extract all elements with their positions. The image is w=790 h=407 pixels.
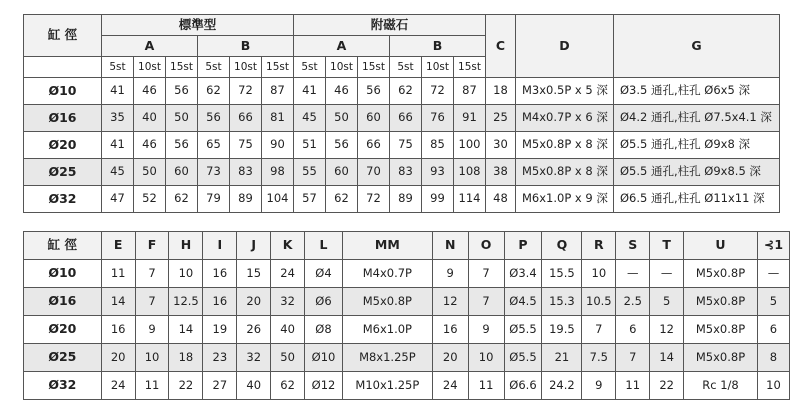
value-cell: 12 — [650, 316, 684, 344]
column-header: O — [468, 232, 504, 260]
table-header-row — [24, 232, 790, 260]
value-cell: 19 — [203, 316, 237, 344]
std-value-cell: 89 — [230, 186, 262, 213]
value-cell: 24 — [101, 372, 135, 400]
bore-cell: Ø10 — [24, 78, 102, 105]
dimension-table-1 — [23, 14, 780, 213]
value-cell: Ø12 — [305, 372, 343, 400]
stroke-label: 15st — [358, 57, 390, 78]
stroke-label: 10st — [422, 57, 454, 78]
value-cell: 9 — [582, 372, 616, 400]
c-value-cell: 18 — [486, 78, 516, 105]
col-c-header: C — [486, 15, 516, 78]
value-cell: 40 — [271, 316, 305, 344]
value-cell: 15.5 — [542, 260, 582, 288]
value-cell: M6x1.0P — [342, 316, 432, 344]
mag-value-cell: 55 — [294, 159, 326, 186]
g-value-cell: Ø6.5 通孔,柱孔 Ø11x11 深 — [614, 186, 780, 213]
mag-value-cell: 87 — [454, 78, 486, 105]
value-cell: Ø3.4 — [504, 260, 542, 288]
value-cell: 7 — [135, 260, 169, 288]
value-cell: 24 — [432, 372, 468, 400]
bore-cell: Ø20 — [24, 316, 102, 344]
mag-value-cell: 45 — [294, 105, 326, 132]
value-cell: 20 — [101, 344, 135, 372]
value-cell: 7.5 — [582, 344, 616, 372]
value-cell: 9 — [432, 260, 468, 288]
value-cell: — — [650, 260, 684, 288]
value-cell: 22 — [650, 372, 684, 400]
c-value-cell: 30 — [486, 132, 516, 159]
d-value-cell: M5x0.8P x 8 深 — [516, 159, 614, 186]
value-cell: 22 — [169, 372, 203, 400]
value-cell: M8x1.25P — [342, 344, 432, 372]
mag-value-cell: 66 — [358, 132, 390, 159]
value-cell: 7 — [616, 344, 650, 372]
mag-value-cell: 108 — [454, 159, 486, 186]
mag-value-cell: 51 — [294, 132, 326, 159]
mag-value-cell: 56 — [358, 78, 390, 105]
bore-cell: Ø32 — [24, 372, 102, 400]
value-cell: 7 — [135, 288, 169, 316]
value-cell: 10 — [135, 344, 169, 372]
column-header: J — [237, 232, 271, 260]
value-cell: Ø10 — [305, 344, 343, 372]
bore-cell: Ø32 — [24, 186, 102, 213]
bore-cell: Ø16 — [24, 105, 102, 132]
value-cell: Ø4 — [305, 260, 343, 288]
column-header: E — [101, 232, 135, 260]
bore-cell: Ø25 — [24, 159, 102, 186]
mag-value-cell: 72 — [358, 186, 390, 213]
value-cell: 10 — [582, 260, 616, 288]
table-row — [24, 316, 790, 344]
std-value-cell: 83 — [230, 159, 262, 186]
std-value-cell: 46 — [134, 78, 166, 105]
value-cell: 11 — [101, 260, 135, 288]
column-header: ⊰1 — [757, 232, 789, 260]
c-value-cell: 48 — [486, 186, 516, 213]
value-cell: 10 — [169, 260, 203, 288]
std-value-cell: 62 — [198, 78, 230, 105]
bore-cell: Ø25 — [24, 344, 102, 372]
std-value-cell: 46 — [134, 132, 166, 159]
mag-value-cell: 85 — [422, 132, 454, 159]
std-value-cell: 56 — [166, 78, 198, 105]
value-cell: 32 — [271, 288, 305, 316]
std-value-cell: 50 — [166, 105, 198, 132]
std-value-cell: 90 — [262, 132, 294, 159]
value-cell: 24 — [271, 260, 305, 288]
d-value-cell: M4x0.7P x 6 深 — [516, 105, 614, 132]
std-value-cell: 52 — [134, 186, 166, 213]
standard-type-header: 標準型 — [102, 15, 294, 36]
value-cell: 11 — [468, 372, 504, 400]
bore-cell: Ø20 — [24, 132, 102, 159]
value-cell: Ø6 — [305, 288, 343, 316]
std-value-cell: 50 — [134, 159, 166, 186]
std-col-b-header: B — [198, 36, 294, 57]
g-value-cell: Ø3.5 通孔,柱孔 Ø6x5 深 — [614, 78, 780, 105]
value-cell: 40 — [237, 372, 271, 400]
stroke-label: 5st — [390, 57, 422, 78]
mag-value-cell: 60 — [326, 159, 358, 186]
std-value-cell: 75 — [230, 132, 262, 159]
value-cell: 15 — [237, 260, 271, 288]
value-cell: 9 — [468, 316, 504, 344]
std-value-cell: 45 — [102, 159, 134, 186]
value-cell: 7 — [468, 288, 504, 316]
table-row — [24, 372, 790, 400]
value-cell: 12 — [432, 288, 468, 316]
std-value-cell: 104 — [262, 186, 294, 213]
value-cell: M5x0.8P — [684, 260, 758, 288]
col-g-header: G — [614, 15, 780, 78]
column-header: R — [582, 232, 616, 260]
value-cell: 14 — [101, 288, 135, 316]
stroke-label: 15st — [454, 57, 486, 78]
column-header: L — [305, 232, 343, 260]
value-cell: 26 — [237, 316, 271, 344]
value-cell: 5 — [757, 288, 789, 316]
table-row — [24, 132, 780, 159]
mag-value-cell: 114 — [454, 186, 486, 213]
d-value-cell: M5x0.8P x 8 深 — [516, 132, 614, 159]
value-cell: 16 — [432, 316, 468, 344]
value-cell: 19.5 — [542, 316, 582, 344]
mag-value-cell: 93 — [422, 159, 454, 186]
mag-value-cell: 50 — [326, 105, 358, 132]
g-value-cell: Ø5.5 通孔,柱孔 Ø9x8 深 — [614, 132, 780, 159]
column-header: S — [616, 232, 650, 260]
value-cell: Rc 1/8 — [684, 372, 758, 400]
mag-col-a-header: A — [294, 36, 390, 57]
value-cell: 10.5 — [582, 288, 616, 316]
stroke-label: 10st — [326, 57, 358, 78]
mag-value-cell: 57 — [294, 186, 326, 213]
mag-value-cell: 60 — [358, 105, 390, 132]
value-cell: 7 — [468, 260, 504, 288]
value-cell: 16 — [203, 288, 237, 316]
mag-value-cell: 62 — [326, 186, 358, 213]
std-value-cell: 41 — [102, 78, 134, 105]
stroke-label: 10st — [134, 57, 166, 78]
std-value-cell: 98 — [262, 159, 294, 186]
value-cell: 5 — [650, 288, 684, 316]
value-cell: 20 — [432, 344, 468, 372]
value-cell: 9 — [135, 316, 169, 344]
column-header: MM — [342, 232, 432, 260]
value-cell: 8 — [757, 344, 789, 372]
column-header: H — [169, 232, 203, 260]
stroke-label: 5st — [294, 57, 326, 78]
magnet-type-header: 附磁石 — [294, 15, 486, 36]
mag-value-cell: 99 — [422, 186, 454, 213]
std-value-cell: 47 — [102, 186, 134, 213]
mag-value-cell: 100 — [454, 132, 486, 159]
std-value-cell: 60 — [166, 159, 198, 186]
column-header: Q — [542, 232, 582, 260]
std-value-cell: 56 — [166, 132, 198, 159]
bore-cell: Ø10 — [24, 260, 102, 288]
value-cell: 21 — [542, 344, 582, 372]
value-cell: M10x1.25P — [342, 372, 432, 400]
value-cell: — — [616, 260, 650, 288]
std-value-cell: 65 — [198, 132, 230, 159]
value-cell: 18 — [169, 344, 203, 372]
value-cell: 7 — [582, 316, 616, 344]
value-cell: M5x0.8P — [342, 288, 432, 316]
column-header: P — [504, 232, 542, 260]
dimension-table-2 — [23, 231, 790, 400]
value-cell: M5x0.8P — [684, 316, 758, 344]
table-row — [24, 105, 780, 132]
std-value-cell: 41 — [102, 132, 134, 159]
mag-value-cell: 56 — [326, 132, 358, 159]
value-cell: 62 — [271, 372, 305, 400]
column-header: U — [684, 232, 758, 260]
column-header: F — [135, 232, 169, 260]
mag-value-cell: 66 — [390, 105, 422, 132]
std-value-cell: 81 — [262, 105, 294, 132]
value-cell: 14 — [169, 316, 203, 344]
mag-col-b-header: B — [390, 36, 486, 57]
value-cell: 2.5 — [616, 288, 650, 316]
table-row — [24, 78, 780, 105]
mag-value-cell: 70 — [358, 159, 390, 186]
value-cell: Ø5.5 — [504, 344, 542, 372]
value-cell: 6 — [757, 316, 789, 344]
value-cell: 11 — [616, 372, 650, 400]
table-row — [24, 288, 790, 316]
mag-value-cell: 46 — [326, 78, 358, 105]
mag-value-cell: 83 — [390, 159, 422, 186]
std-value-cell: 72 — [230, 78, 262, 105]
std-value-cell: 40 — [134, 105, 166, 132]
mag-value-cell: 89 — [390, 186, 422, 213]
mag-value-cell: 75 — [390, 132, 422, 159]
std-col-a-header: A — [102, 36, 198, 57]
c-value-cell: 38 — [486, 159, 516, 186]
table-row — [24, 186, 780, 213]
d-value-cell: M6x1.0P x 9 深 — [516, 186, 614, 213]
std-value-cell: 73 — [198, 159, 230, 186]
bore-sub-empty — [24, 57, 102, 78]
value-cell: 16 — [101, 316, 135, 344]
value-cell: 32 — [237, 344, 271, 372]
bore-header: 缸 徑 — [24, 15, 102, 57]
value-cell: 50 — [271, 344, 305, 372]
stroke-label: 15st — [166, 57, 198, 78]
value-cell: Ø5.5 — [504, 316, 542, 344]
value-cell: 6 — [616, 316, 650, 344]
value-cell: 23 — [203, 344, 237, 372]
table-row — [24, 344, 790, 372]
mag-value-cell: 76 — [422, 105, 454, 132]
g-value-cell: Ø4.2 通孔,柱孔 Ø7.5x4.1 深 — [614, 105, 780, 132]
value-cell: 16 — [203, 260, 237, 288]
table-row — [24, 260, 790, 288]
std-value-cell: 35 — [102, 105, 134, 132]
value-cell: M5x0.8P — [684, 344, 758, 372]
mag-value-cell: 72 — [422, 78, 454, 105]
c-value-cell: 25 — [486, 105, 516, 132]
value-cell: 12.5 — [169, 288, 203, 316]
std-value-cell: 66 — [230, 105, 262, 132]
d-value-cell: M3x0.5P x 5 深 — [516, 78, 614, 105]
value-cell: 11 — [135, 372, 169, 400]
column-header: K — [271, 232, 305, 260]
value-cell: 10 — [468, 344, 504, 372]
value-cell: M4x0.7P — [342, 260, 432, 288]
g-value-cell: Ø5.5 通孔,柱孔 Ø9x8.5 深 — [614, 159, 780, 186]
stroke-label: 15st — [262, 57, 294, 78]
value-cell: M5x0.8P — [684, 288, 758, 316]
mag-value-cell: 91 — [454, 105, 486, 132]
std-value-cell: 56 — [198, 105, 230, 132]
stroke-label: 10st — [230, 57, 262, 78]
value-cell: 20 — [237, 288, 271, 316]
mag-value-cell: 62 — [390, 78, 422, 105]
value-cell: 14 — [650, 344, 684, 372]
std-value-cell: 62 — [166, 186, 198, 213]
col-d-header: D — [516, 15, 614, 78]
value-cell: 27 — [203, 372, 237, 400]
value-cell: Ø6.6 — [504, 372, 542, 400]
column-header: T — [650, 232, 684, 260]
std-value-cell: 79 — [198, 186, 230, 213]
column-header: N — [432, 232, 468, 260]
value-cell: 24.2 — [542, 372, 582, 400]
stroke-label: 5st — [102, 57, 134, 78]
value-cell: Ø8 — [305, 316, 343, 344]
value-cell: 10 — [757, 372, 789, 400]
column-header: 缸 徑 — [24, 232, 102, 260]
table-row — [24, 159, 780, 186]
value-cell: Ø4.5 — [504, 288, 542, 316]
stroke-label: 5st — [198, 57, 230, 78]
value-cell: 15.3 — [542, 288, 582, 316]
std-value-cell: 87 — [262, 78, 294, 105]
value-cell: — — [757, 260, 789, 288]
column-header: I — [203, 232, 237, 260]
mag-value-cell: 41 — [294, 78, 326, 105]
bore-cell: Ø16 — [24, 288, 102, 316]
